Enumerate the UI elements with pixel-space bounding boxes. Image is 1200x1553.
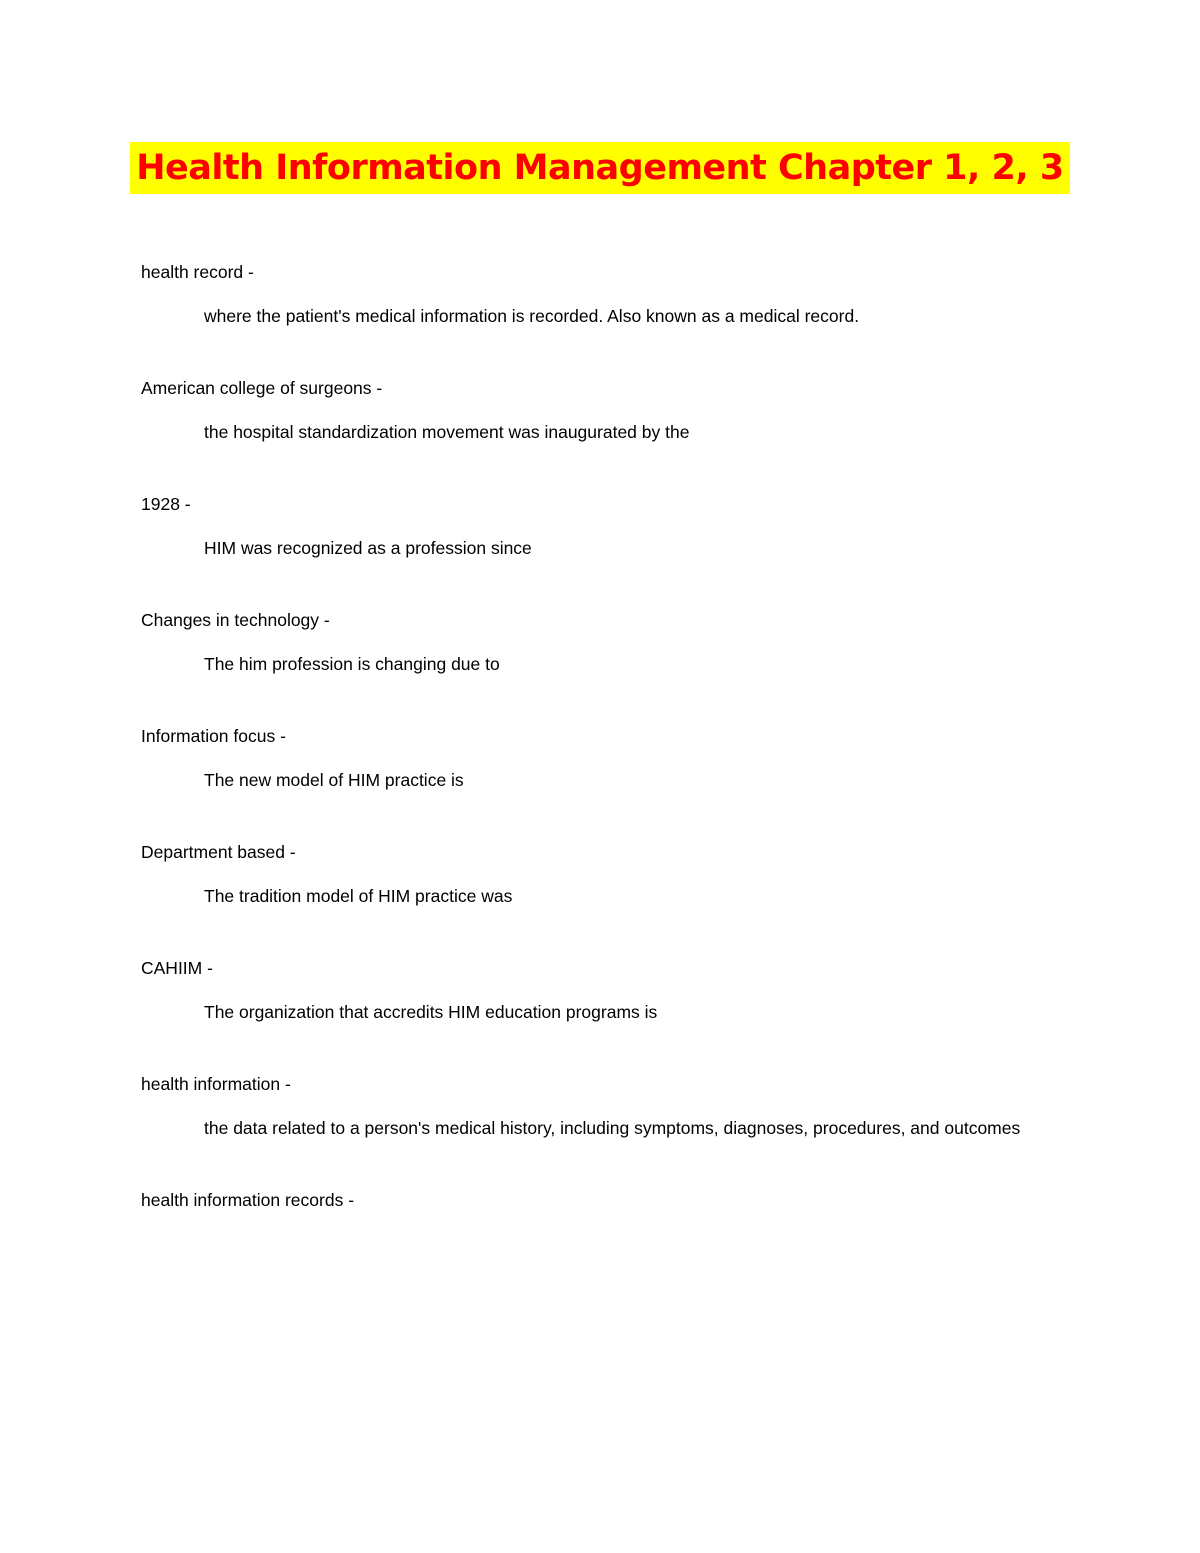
entry	[141, 490, 1046, 562]
entry	[141, 954, 1046, 1026]
page-title: Health Information Management Chapter 1, 2, 3	[130, 142, 1069, 194]
entry-definition: HIM was recognized as a profession since	[204, 538, 532, 558]
entry-term: Department based -	[141, 842, 296, 862]
entry	[141, 1070, 1046, 1142]
entry	[141, 838, 1046, 910]
entry-definition: where the patient's medical information is recorded. Also known as a medical record.	[204, 306, 860, 326]
entry-term: Information focus -	[141, 726, 286, 746]
entry-definition: The him profession is changing due to	[204, 654, 500, 674]
entry-list	[141, 258, 1046, 1258]
entry-definition: the data related to a person's medical history, including symptoms, diagnoses, procedures, and outcomes	[204, 1118, 1021, 1138]
entry-definition: The organization that accredits HIM education programs is	[204, 1002, 658, 1022]
entry-term: health information -	[141, 1074, 291, 1094]
entry-term: 1928 -	[141, 494, 191, 514]
entry-term: Changes in technology -	[141, 610, 330, 630]
title-container	[0, 142, 1200, 194]
entry-definition: The tradition model of HIM practice was	[204, 886, 513, 906]
entry	[141, 258, 1046, 330]
entry	[141, 722, 1046, 794]
entry	[141, 374, 1046, 446]
entry	[141, 1186, 1046, 1214]
entry-definition: the hospital standardization movement was inaugurated by the	[204, 422, 690, 442]
entry	[141, 606, 1046, 678]
entry-term: health information records -	[141, 1190, 355, 1210]
entry-term: health record -	[141, 262, 254, 282]
entry-term: CAHIIM -	[141, 958, 213, 978]
entry-definition: The new model of HIM practice is	[204, 770, 464, 790]
entry-term: American college of surgeons -	[141, 378, 383, 398]
